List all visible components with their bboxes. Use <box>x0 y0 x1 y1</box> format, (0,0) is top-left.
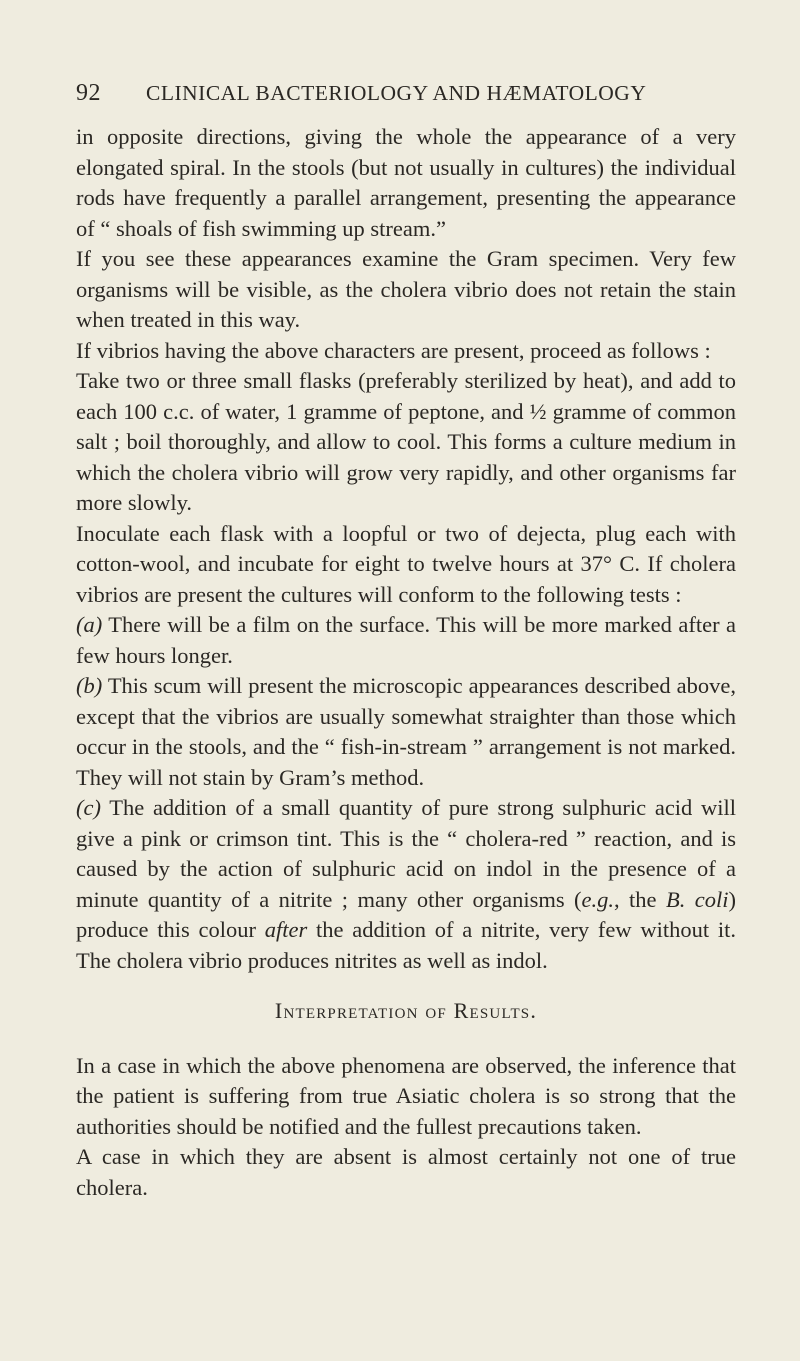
test-item-a <box>76 610 736 671</box>
test-item-c <box>76 793 736 976</box>
item-text: , the <box>614 886 666 912</box>
item-text: ) produce this colour <box>76 886 736 942</box>
test-item-b <box>76 671 736 793</box>
running-title: CLINICAL BACTERIOLOGY AND HÆMATOLOGY <box>146 81 647 105</box>
item-label: (c) <box>76 795 101 820</box>
emphasis: after <box>264 917 308 942</box>
section-heading: Interpretation of Results. <box>274 998 538 1023</box>
item-label: (a) <box>76 612 103 637</box>
page-number: 92 <box>76 80 101 106</box>
running-header <box>76 80 736 107</box>
paragraph: in opposite directions, giving the whole the appearance of a very elongated spiral. In the stools (but not usually in cultures) the individual rods have frequently a parallel arrangement, presenting the appearance of “ shoals of fish swimming up stream.” <box>76 124 736 241</box>
species-name: B. coli <box>665 886 729 912</box>
item-text: the addition of a nitrite, very few without it. The cholera vibrio produces nitrites as well as indol. <box>76 917 736 973</box>
page-body <box>76 122 736 1203</box>
paragraph: A case in which they are absent is almost certainly not one of true cholera. <box>76 1144 736 1200</box>
paragraph: If you see these appearances examine the Gram specimen. Very few organisms will be visible, as the cholera vibrio does not retain the stain when treated in this way. <box>76 246 736 332</box>
paragraph: If vibrios having the above characters are present, proceed as follows : <box>76 337 711 363</box>
item-text: This scum will present the microscopic appearances described above, except that the vibrios are usually somewhat straighter than those which occur in the stools, and the “ fish-in-stream ” arrangement is not marked. They will not stain by Gram’s method. <box>76 673 736 790</box>
eg-abbrev: e.g. <box>581 886 615 912</box>
item-label: (b) <box>76 673 103 698</box>
paragraph: In a case in which the above phenomena are observed, the inference that the patient is suffering from true Asiatic cholera is so strong that the authorities should be notified and the fullest precautions taken. <box>76 1052 736 1139</box>
paragraph: Inoculate each flask with a loopful or two of dejecta, plug each with cotton-wool, and incubate for eight to twelve hours at 37° C. If cholera vibrios are present the cultures will conform to the following tests : <box>76 520 736 607</box>
item-text: The addition of a small quantity of pure strong sulphuric acid will give a pink or crimson tint. This is the “ cholera-red ” reaction, and is caused by the action of sulphuric acid on indol in the presence of a minute quantity of a nitrite ; many other organisms ( <box>76 795 736 912</box>
item-text: There will be a film on the surface. This will be more marked after a few hours longer. <box>76 612 736 668</box>
paragraph: Take two or three small flasks (preferably sterilized by heat), and add to each 100 c.c. of water, 1 gramme of peptone, and ½ gramme of common salt ; boil thoroughly, and allow to cool. This forms a culture medium in which the cholera vibrio will grow very rapidly, and other organisms far more slowly. <box>76 368 736 515</box>
